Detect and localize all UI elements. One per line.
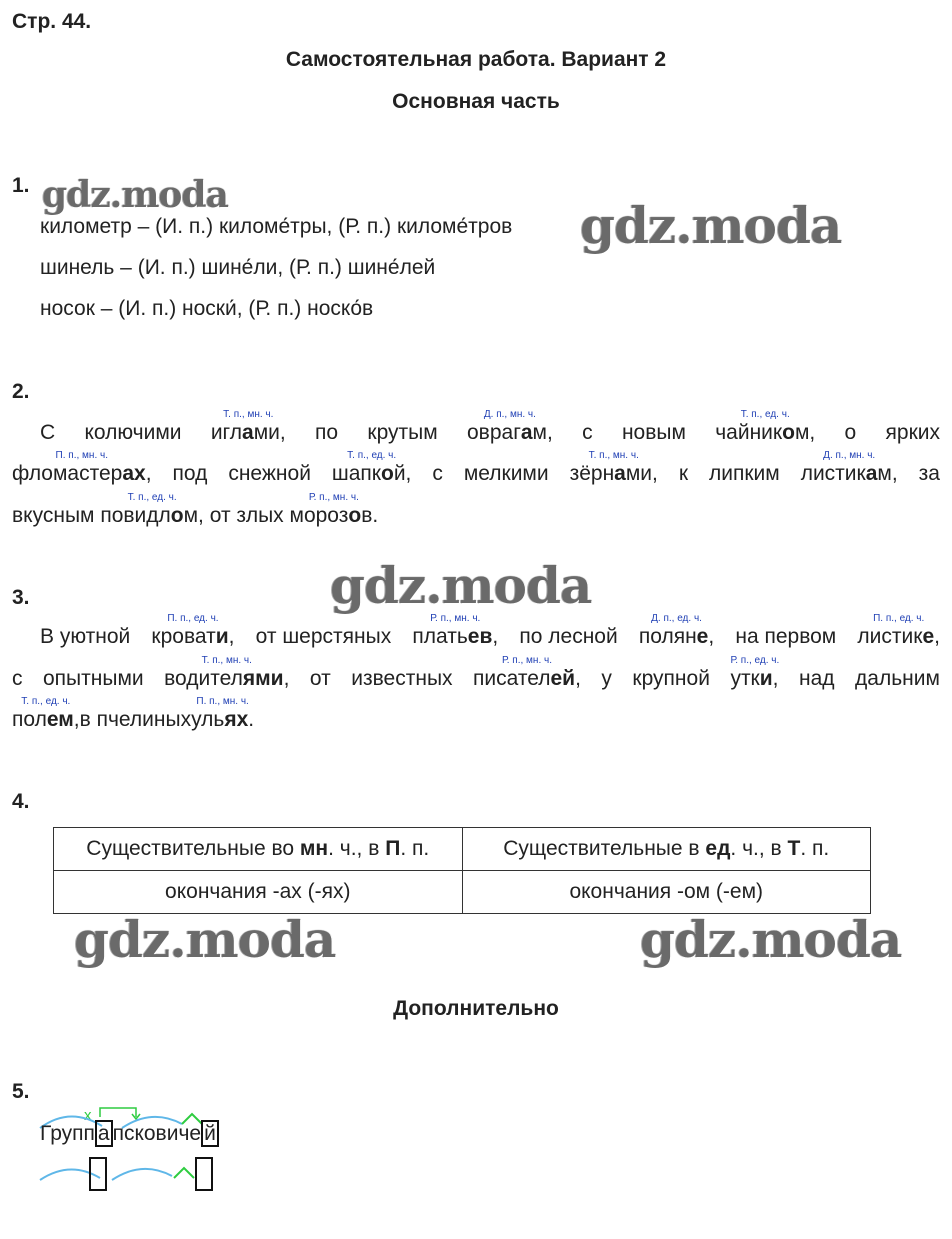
word: писателей, Р. п., мн. ч.	[473, 655, 581, 690]
word: крупной	[632, 667, 710, 690]
table-header-plural: Существительные во мн. ч., в П. п.	[54, 828, 463, 871]
word: с	[432, 462, 443, 485]
task-3-line	[12, 696, 255, 732]
word: чайником, Т. п., ед. ч.	[715, 409, 816, 444]
case-label: Д. п., ед. ч.	[651, 613, 702, 624]
word: кровати, П. п., ед. ч.	[151, 613, 235, 648]
table-cell-singular-endings: окончания -ом (-ем)	[462, 871, 871, 914]
word: над	[799, 667, 835, 690]
word: за	[918, 462, 940, 485]
ending-box: а	[95, 1120, 113, 1147]
task-2-line	[40, 409, 940, 445]
word: поляне, Д. п., ед. ч.	[638, 613, 715, 648]
word: новым	[621, 421, 686, 444]
word: С	[40, 421, 56, 444]
case-label: Д. п., мн. ч.	[483, 409, 536, 420]
predicate-mark: x	[84, 1107, 92, 1124]
task-5-number: 5.	[12, 1080, 30, 1103]
word: мелкими	[463, 462, 549, 485]
word: от	[309, 667, 331, 690]
word: платьев, Р. п., мн. ч.	[412, 613, 499, 648]
word: по лесной	[519, 625, 618, 648]
word: морозов. Р. п., мн. ч.	[289, 492, 379, 527]
page-title: Самостоятельная работа. Вариант 2	[285, 48, 667, 71]
case-label: Д. п., мн. ч.	[823, 450, 876, 461]
watermark: gdz.moda	[74, 910, 336, 969]
case-label: П. п., мн. ч.	[55, 450, 108, 461]
word: зёрнами, Т. п., мн. ч.	[569, 450, 658, 485]
word: к	[678, 462, 689, 485]
watermark: gdz.moda	[580, 196, 842, 255]
word: крутым	[367, 421, 438, 444]
word: под	[172, 462, 208, 485]
word: оврагам, Д. п., мн. ч.	[467, 409, 553, 444]
task-4-table	[53, 827, 871, 914]
case-label: Р. п., мн. ч.	[308, 492, 359, 503]
link-arrow	[100, 1108, 136, 1117]
case-label: Т. п., мн. ч.	[201, 655, 252, 666]
task-1-line: шинель – (И. п.) шине́ли, (Р. п.) шине́лей	[40, 256, 436, 279]
word: опытными	[43, 667, 144, 690]
case-label: П. п., мн. ч.	[196, 696, 249, 707]
case-label: Т. п., ед. ч.	[21, 696, 71, 707]
word: липким	[709, 462, 780, 485]
word: фломастерах, П. п., мн. ч.	[12, 450, 152, 485]
task-3-number: 3.	[12, 586, 30, 609]
case-label: Р. п., ед. ч.	[730, 655, 780, 666]
word: водителями, Т. п., мн. ч.	[164, 655, 290, 690]
word: с	[582, 421, 593, 444]
word: повидлом, Т. п., ед. ч.	[100, 492, 204, 527]
root-arc	[112, 1169, 172, 1180]
section-extra-heading: Дополнительно	[393, 997, 559, 1020]
word: злых	[236, 504, 284, 527]
task-3-line	[12, 655, 940, 691]
case-label: Т. п., ед. ч.	[347, 450, 397, 461]
case-label: Т. п., ед. ч.	[740, 409, 790, 420]
word: полем, Т. п., ед. ч.	[12, 696, 80, 731]
task-1-number: 1.	[12, 174, 30, 197]
word: от шерстяных	[255, 625, 392, 648]
word: шапкой, Т. п., ед. ч.	[331, 450, 412, 485]
task-2-number: 2.	[12, 380, 30, 403]
task-2-line	[12, 492, 379, 528]
table-header-singular: Существительные в ед. ч., в Т. п.	[462, 828, 871, 871]
word: у	[601, 667, 612, 690]
case-label: Т. п., мн. ч.	[223, 409, 274, 420]
case-label: Р. п., мн. ч.	[430, 613, 481, 624]
case-label: П. п., ед. ч.	[873, 613, 925, 624]
word: дальним	[855, 667, 940, 690]
word: по	[315, 421, 339, 444]
word: известных	[351, 667, 453, 690]
task-4-number: 4.	[12, 790, 30, 813]
watermark: gdz.moda	[330, 556, 592, 615]
task-1-line: километр – (И. п.) киломе́тры, (Р. п.) киломе́тров	[40, 215, 513, 238]
word: иглами, Т. п., мн. ч.	[210, 409, 286, 444]
case-label: Т. п., ед. ч.	[127, 492, 177, 503]
suffix-mark	[174, 1168, 194, 1178]
word: от	[209, 504, 231, 527]
task-1-line: носок – (И. п.) носки́, (Р. п.) носко́в	[40, 297, 374, 320]
word: ярких	[885, 421, 940, 444]
watermark: gdz.moda	[640, 910, 902, 969]
task-3-line	[40, 613, 940, 649]
word: о	[844, 421, 857, 444]
case-label: Т. п., мн. ч.	[588, 450, 639, 461]
word: с	[12, 667, 23, 690]
task-2-line	[12, 450, 940, 486]
ending-box: й	[201, 1120, 219, 1147]
word: В уютной	[40, 625, 131, 648]
case-label: П. п., ед. ч.	[167, 613, 219, 624]
word: ульях. П. п., мн. ч.	[191, 696, 255, 731]
word: листикам, Д. п., мн. ч.	[800, 450, 898, 485]
word: колючими	[84, 421, 182, 444]
watermark: gdz.moda	[42, 174, 228, 216]
section-main-heading: Основная часть	[392, 90, 560, 113]
page-number: Стр. 44.	[12, 10, 92, 33]
word: в пчелиных	[79, 708, 192, 731]
case-label: Р. п., мн. ч.	[501, 655, 552, 666]
word: утки, Р. п., ед. ч.	[730, 655, 780, 690]
word: на первом	[735, 625, 837, 648]
word: вкусным	[12, 504, 95, 527]
word: листике, П. п., ед. ч.	[857, 613, 940, 648]
ending-box	[196, 1158, 212, 1190]
task-5-phrase: Групп а псковиче й	[40, 1122, 219, 1146]
table-cell-plural-endings: окончания -ах (-ях)	[54, 871, 463, 914]
word: снежной	[228, 462, 311, 485]
